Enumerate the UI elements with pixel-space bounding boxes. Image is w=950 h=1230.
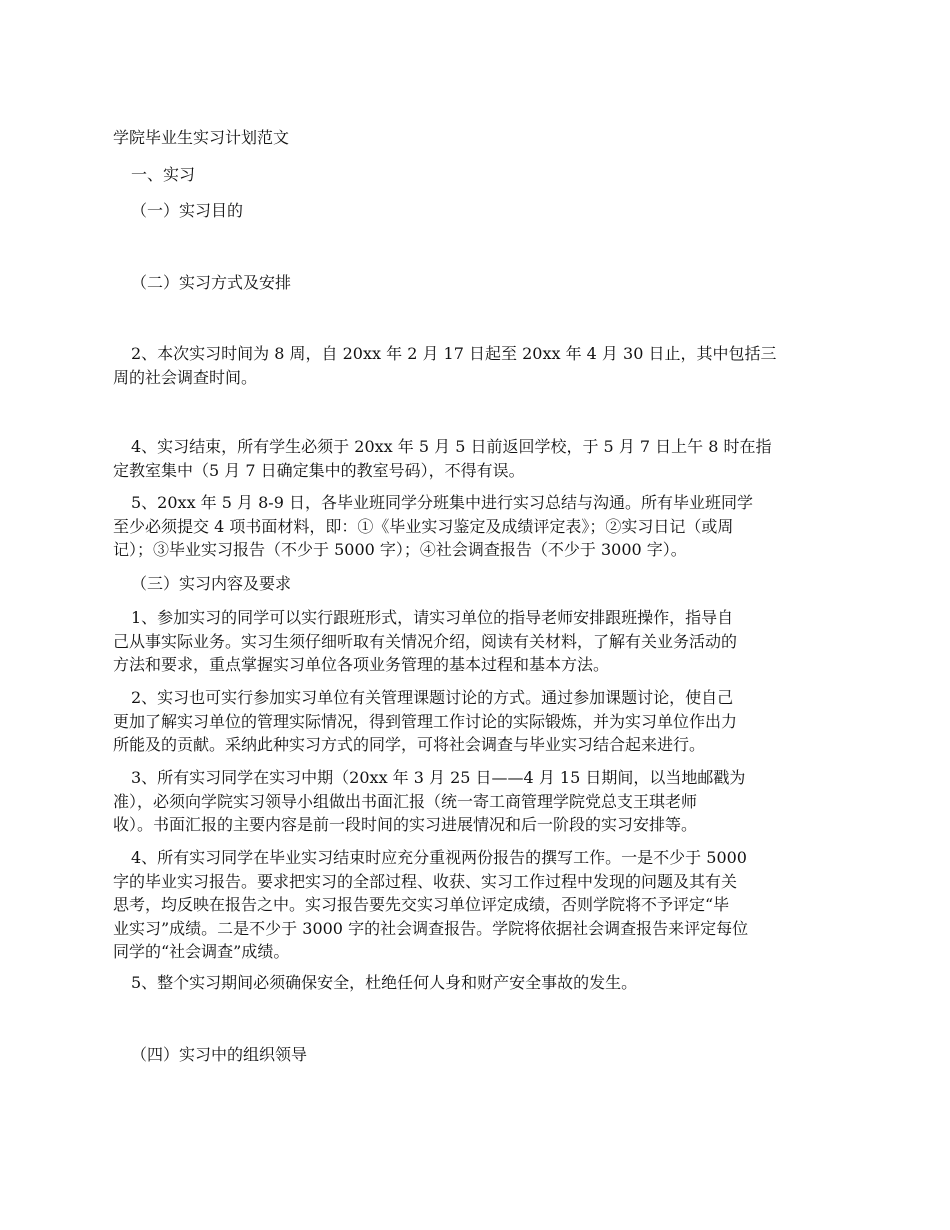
paragraph-materials: 5、20xx 年 5 月 8-9 日，各毕业班同学分班集中进行实习总结与沟通。所有毕业班同学 至少必须提交 4 项书面材料，即：①《毕业实习鉴定及成绩评定表》；②实习日记（或周 记）；③毕业实习报告（不少于 5000 字）；④社会调查报告（不少于 3000 字）。 <box>113 493 753 559</box>
section-heading-internship: 一、实习 <box>131 165 196 184</box>
paragraph-content-4: 4、所有实习同学在毕业实习结束时应充分重视两份报告的撰写工作。一是不少于 5000 字的毕业实习报告。要求把实习的全部过程、收获、实习工作过程中发现的问题及其有关 思考，均反映在报告之中。实习报告要先交实习单位评定成绩，否则学院将不予评定“毕 业实习”成绩。二是不少于 3000 字的社会调查报告。学院将依据社会调查报告来评定每位 同学的“社会调查”成绩。 <box>113 848 749 961</box>
subheading-organization: （四）实习中的组织领导 <box>131 1045 308 1064</box>
paragraph-return: 4、实习结束，所有学生必须于 20xx 年 5 月 5 日前返回学校，于 5 月 7 日上午 8 时在指 定教室集中（5 月 7 日确定集中的教室号码），不得有误。 <box>113 437 772 480</box>
document-title: 学院毕业生实习计划范文 <box>113 128 290 147</box>
paragraph-content-1: 1、参加实习的同学可以实行跟班形式，请实习单位的指导老师安排跟班操作，指导自 己从事实际业务。实习生须仔细听取有关情况介绍，阅读有关材料，了解有关业务活动的 方法和要求，重点掌握实习单位各项业务管理的基本过程和基本方法。 <box>113 608 738 674</box>
paragraph-content-3: 3、所有实习同学在实习中期（20xx 年 3 月 25 日——4 月 15 日期间，以当地邮戳为 准），必须向学院实习领导小组做出书面汇报（统一寄工商管理学院党总支王琪老师 收）。书面汇报的主要内容是前一段时间的实习进展情况和后一阶段的实习安排等。 <box>113 768 746 834</box>
paragraph-content-5: 5、整个实习期间必须确保安全，杜绝任何人身和财产安全事故的发生。 <box>131 973 638 992</box>
subheading-content: （三）实习内容及要求 <box>131 574 292 593</box>
subheading-method: （二）实习方式及安排 <box>131 273 292 292</box>
paragraph-content-2: 2、实习也可实行参加实习单位有关管理课题讨论的方式。通过参加课题讨论，使自己 更加了解实习单位的管理实际情况，得到管理工作讨论的实际锻炼，并为实习单位作出力 所能及的贡献。采纳此种实习方式的同学，可将社会调查与毕业实习结合起来进行。 <box>113 688 738 754</box>
paragraph-schedule: 2、本次实习时间为 8 周，自 20xx 年 2 月 17 日起至 20xx 年 4 月 30 日止，其中包括三 周的社会调查时间。 <box>113 344 777 387</box>
subheading-purpose: （一）实习目的 <box>131 201 244 220</box>
